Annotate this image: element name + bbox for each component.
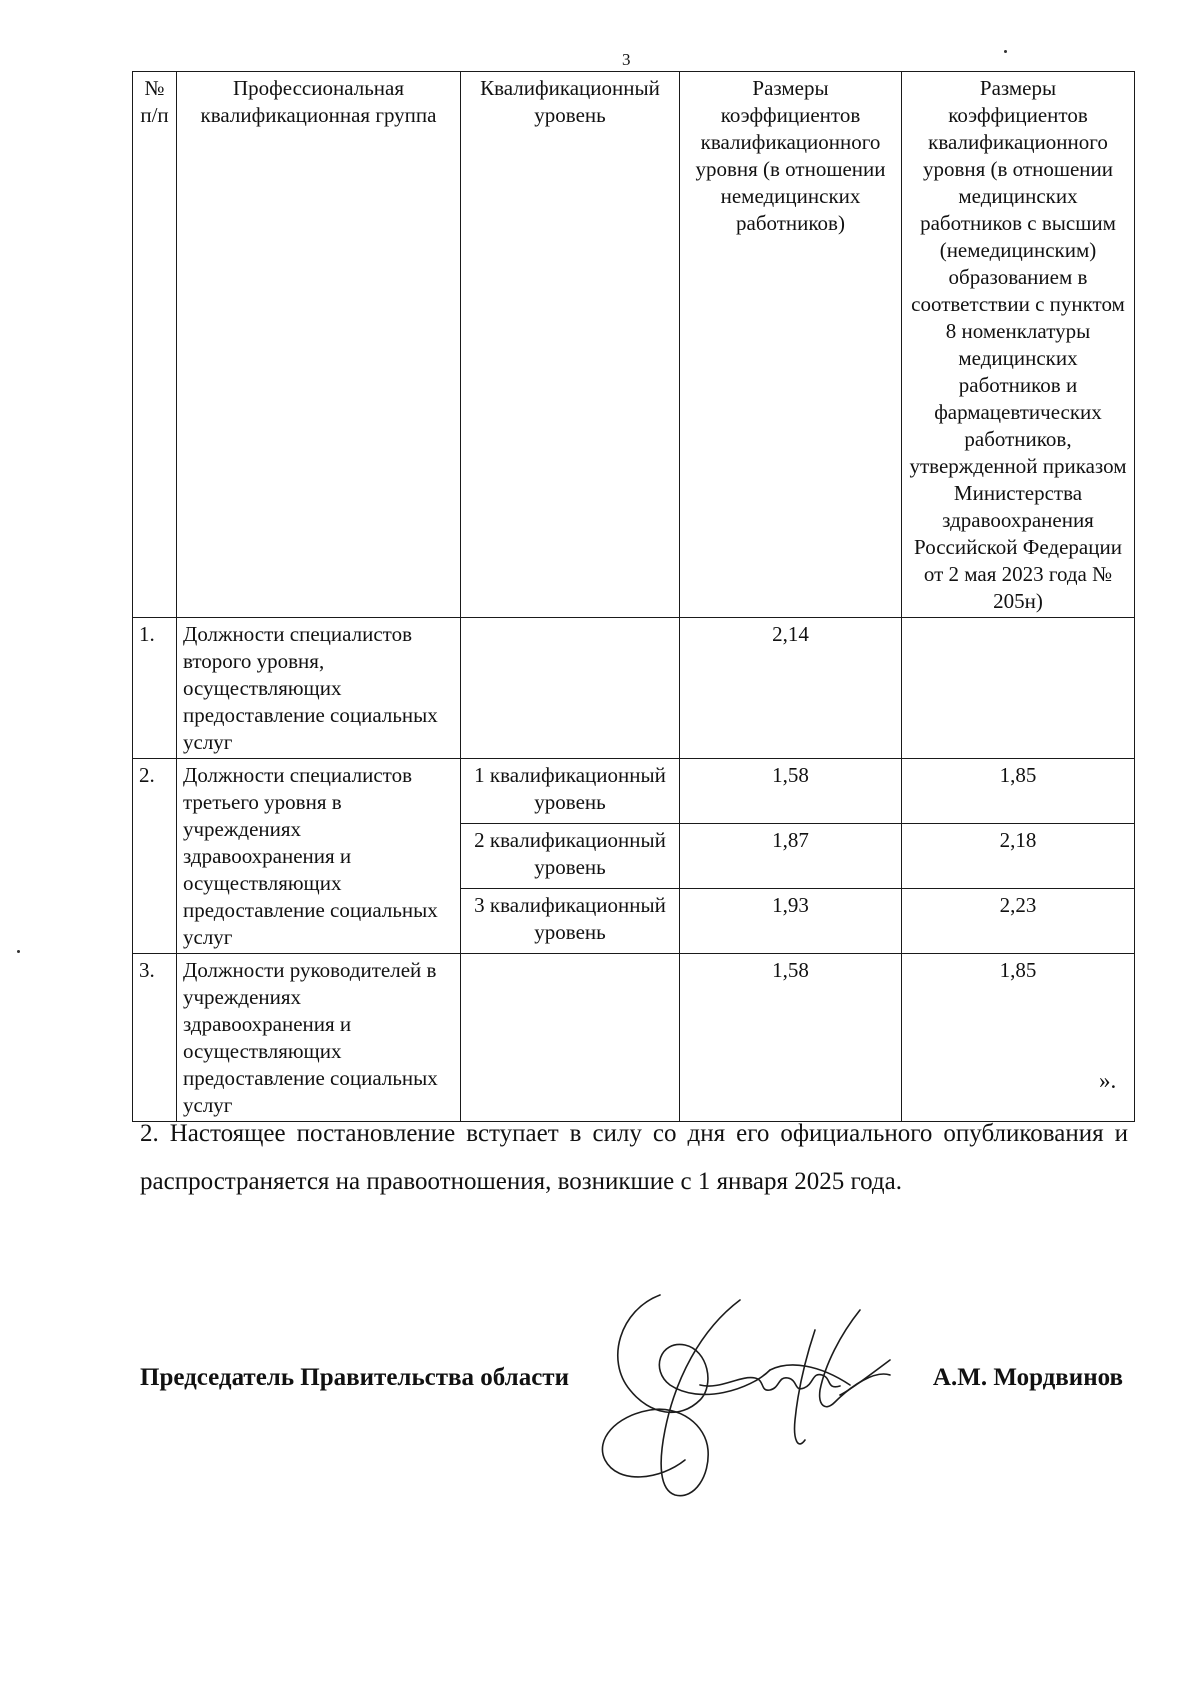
closing-quote: ». bbox=[1099, 1068, 1117, 1093]
row-group: Должности специалистов второго уровня, осуществляющих предоставление социальных услуг bbox=[177, 618, 461, 759]
table-row bbox=[133, 759, 1135, 824]
row-medical-value: 2,18 bbox=[902, 824, 1135, 889]
header-medical: Размеры коэффициентов квалификационного уровня (в отношении медицинских работников с высшим (немедицинским) образованием в соответствии с пунктом 8 номенклатуры медицинских работников и фармацевтических работников, утвержденной приказом Министерства здравоохранения Российской Федерации от 2 мая 2023 года № 205н) bbox=[902, 72, 1135, 618]
row-non-medical-value: 2,14 bbox=[680, 618, 902, 759]
row-num: 2. bbox=[133, 759, 177, 954]
row-group: Должности специалистов третьего уровня в учреждениях здравоохранения и осуществляющих предоставление социальных услуг bbox=[177, 759, 461, 954]
header-level: Квалификационный уровень bbox=[461, 72, 680, 618]
scan-speck bbox=[1004, 50, 1007, 53]
table-header-row bbox=[133, 72, 1135, 618]
row-num: 1. bbox=[133, 618, 177, 759]
page-number: 3 bbox=[622, 50, 631, 69]
row-non-medical-value: 1,58 bbox=[680, 759, 902, 824]
scan-speck bbox=[17, 950, 20, 953]
row-level: 2 квалификационный уровень bbox=[461, 824, 680, 889]
header-group: Профессиональная квалификационная группа bbox=[177, 72, 461, 618]
row-level: 1 квалификационный уровень bbox=[461, 759, 680, 824]
handwritten-signature bbox=[590, 1290, 950, 1520]
row-level: 3 квалификационный уровень bbox=[461, 889, 680, 954]
row-medical-value: 2,23 bbox=[902, 889, 1135, 954]
header-num: № п/п bbox=[133, 72, 177, 618]
header-non-medical: Размеры коэффициентов квалификационного уровня (в отношении немедицинских работников) bbox=[680, 72, 902, 618]
row-medical-value bbox=[902, 618, 1135, 759]
coefficient-table bbox=[132, 71, 1135, 1122]
effective-date-paragraph: 2. Настоящее постановление вступает в силу со дня его официального опубликования и распространяется на правоотношения, возникшие с 1 января 2025 года. bbox=[140, 1120, 1128, 1195]
table-row bbox=[133, 618, 1135, 759]
row-medical-value: 1,85 bbox=[902, 954, 1135, 1122]
table-row bbox=[133, 954, 1135, 1122]
row-non-medical-value: 1,58 bbox=[680, 954, 902, 1122]
row-num: 3. bbox=[133, 954, 177, 1122]
signatory-title: Председатель Правительства области bbox=[140, 1364, 569, 1391]
row-group: Должности руководителей в учреждениях здравоохранения и осуществляющих предоставление социальных услуг bbox=[177, 954, 461, 1122]
row-non-medical-value: 1,87 bbox=[680, 824, 902, 889]
signatory-name: А.М. Мордвинов bbox=[932, 1364, 1123, 1391]
row-medical-value: 1,85 bbox=[902, 759, 1135, 824]
row-non-medical-value: 1,93 bbox=[680, 889, 902, 954]
row-level bbox=[461, 954, 680, 1122]
row-level bbox=[461, 618, 680, 759]
